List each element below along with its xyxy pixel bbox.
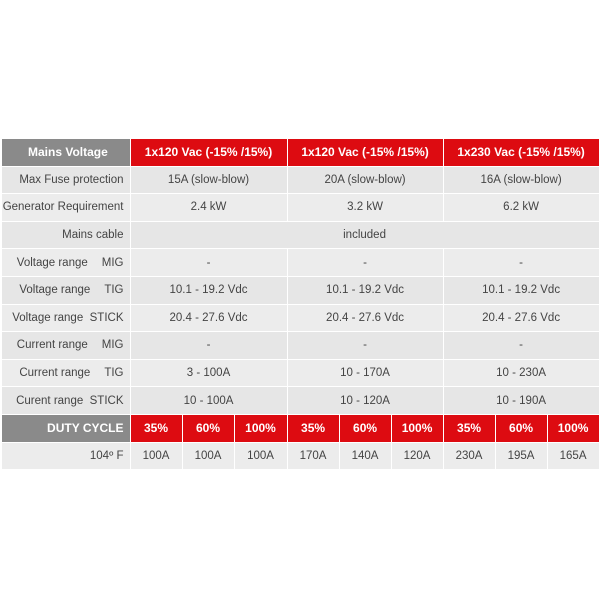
row-label: Current range TIG: [2, 359, 130, 387]
duty-percent: 35%: [443, 414, 495, 442]
cell-value: 2.4 kW: [130, 194, 287, 222]
cell-value: 16A (slow-blow): [443, 166, 599, 194]
cell-value: 170A: [287, 442, 339, 470]
fuse-row: [2, 166, 599, 194]
duty-percent: 60%: [495, 414, 547, 442]
duty-percent: 60%: [182, 414, 234, 442]
duty-percent: 60%: [339, 414, 391, 442]
specification-table: [2, 139, 600, 470]
voltage-column-3: 1x230 Vac (-15% /15%): [443, 139, 599, 166]
cell-value: 10 - 100A: [130, 387, 287, 415]
duty-percent: 100%: [391, 414, 443, 442]
cell-value: -: [443, 249, 599, 277]
row-label: Generator Requirement: [2, 194, 130, 222]
cell-value: 100A: [182, 442, 234, 470]
cell-value: 10 - 120A: [287, 387, 443, 415]
mains-voltage-row: [2, 139, 599, 166]
cell-value: -: [287, 332, 443, 360]
voltage-tig-row: [2, 276, 599, 304]
cell-value: 230A: [443, 442, 495, 470]
row-label: Mains cable: [2, 221, 130, 249]
row-label: Current range MIG: [2, 332, 130, 360]
temperature-label: 104º F: [2, 442, 130, 470]
cell-value: 20.4 - 27.6 Vdc: [287, 304, 443, 332]
row-label: Curent range STICK: [2, 387, 130, 415]
cell-value: 120A: [391, 442, 443, 470]
duty-percent: 100%: [234, 414, 287, 442]
duty-percent: 35%: [130, 414, 182, 442]
cell-value: 10.1 - 19.2 Vdc: [443, 276, 599, 304]
current-tig-row: [2, 359, 599, 387]
cell-value: 6.2 kW: [443, 194, 599, 222]
cell-value: 10.1 - 19.2 Vdc: [130, 276, 287, 304]
duty-cycle-label: DUTY CYCLE: [2, 414, 130, 442]
cell-value: 3.2 kW: [287, 194, 443, 222]
cell-value: 10 - 190A: [443, 387, 599, 415]
cell-value: 100A: [234, 442, 287, 470]
row-label: Voltage range TIG: [2, 276, 130, 304]
mains-cable-row: [2, 221, 599, 249]
cell-value: 10 - 170A: [287, 359, 443, 387]
temperature-row: [2, 442, 599, 470]
cell-value: included: [130, 221, 599, 249]
current-mig-row: [2, 332, 599, 360]
cell-value: 20.4 - 27.6 Vdc: [443, 304, 599, 332]
mains-voltage-label: Mains Voltage: [2, 139, 130, 166]
cell-value: 20.4 - 27.6 Vdc: [130, 304, 287, 332]
duty-cycle-row: [2, 414, 599, 442]
generator-row: [2, 194, 599, 222]
row-label: Voltage range STICK: [2, 304, 130, 332]
cell-value: -: [287, 249, 443, 277]
cell-value: 195A: [495, 442, 547, 470]
cell-value: 140A: [339, 442, 391, 470]
row-label: Max Fuse protection: [2, 166, 130, 194]
current-stick-row: [2, 387, 599, 415]
cell-value: 10.1 - 19.2 Vdc: [287, 276, 443, 304]
cell-value: -: [443, 332, 599, 360]
cell-value: 15A (slow-blow): [130, 166, 287, 194]
voltage-stick-row: [2, 304, 599, 332]
cell-value: -: [130, 249, 287, 277]
voltage-mig-row: [2, 249, 599, 277]
cell-value: -: [130, 332, 287, 360]
cell-value: 3 - 100A: [130, 359, 287, 387]
row-label: Voltage range MIG: [2, 249, 130, 277]
duty-percent: 100%: [547, 414, 599, 442]
cell-value: 10 - 230A: [443, 359, 599, 387]
voltage-column-2: 1x120 Vac (-15% /15%): [287, 139, 443, 166]
voltage-column-1: 1x120 Vac (-15% /15%): [130, 139, 287, 166]
duty-percent: 35%: [287, 414, 339, 442]
cell-value: 165A: [547, 442, 599, 470]
cell-value: 20A (slow-blow): [287, 166, 443, 194]
cell-value: 100A: [130, 442, 182, 470]
